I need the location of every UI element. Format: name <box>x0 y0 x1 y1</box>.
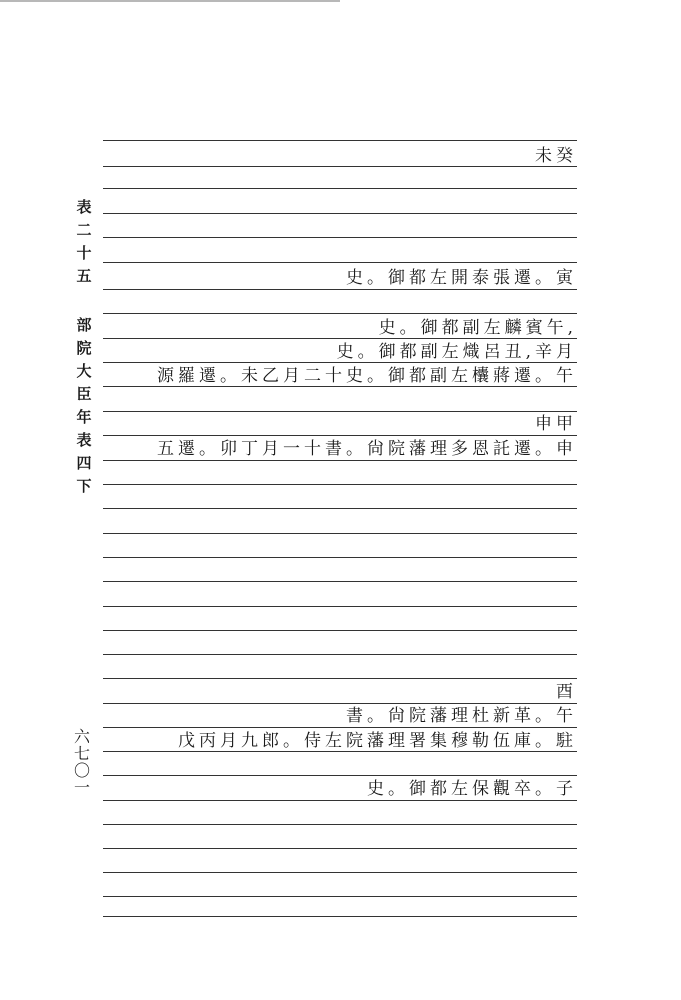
vertical-char: 五 <box>76 267 92 285</box>
rule-line <box>103 166 577 167</box>
rule-line <box>103 848 577 849</box>
vertical-char: 年 <box>76 408 92 426</box>
rule-line <box>103 237 577 238</box>
entry-row: 書。尙院藩理杜新革。午 <box>346 706 577 726</box>
vertical-char: 〇 <box>73 761 90 780</box>
rule-line <box>103 289 577 290</box>
rule-line <box>103 654 577 655</box>
rule-line <box>103 896 577 897</box>
vertical-char: 四 <box>76 454 92 472</box>
rule-line <box>103 460 577 461</box>
rule-line <box>103 213 577 214</box>
entry-row: 史。御都副左麟賓午, <box>378 318 577 338</box>
rule-line <box>103 916 577 917</box>
rule-line <box>103 411 577 412</box>
rule-line <box>103 435 577 436</box>
vertical-char: 臣 <box>76 385 92 403</box>
entry-row: 史。御都副左熾呂丑,辛月 <box>336 342 577 362</box>
vertical-char: 表 <box>76 431 92 449</box>
rule-line <box>103 140 577 141</box>
vertical-char: 一 <box>73 778 90 797</box>
vertical-char: 六 <box>73 727 90 746</box>
rule-line <box>103 508 577 509</box>
rule-line <box>103 188 577 189</box>
vertical-char: 部 <box>76 316 92 334</box>
rule-line <box>103 313 577 314</box>
entry-row: 史。御都左開泰張遷。寅 <box>346 268 577 288</box>
rule-line <box>103 386 577 387</box>
rule-line <box>103 362 577 363</box>
rule-line <box>103 872 577 873</box>
rule-line <box>103 338 577 339</box>
rule-line <box>103 678 577 679</box>
rule-line <box>103 533 577 534</box>
vertical-char: 表 <box>76 198 92 216</box>
vertical-char: 七 <box>73 744 90 763</box>
entry-row: 酉 <box>556 682 577 702</box>
rule-line <box>103 581 577 582</box>
rule-line <box>103 727 577 728</box>
rule-line <box>103 606 577 607</box>
vertical-char: 十 <box>76 244 92 262</box>
rule-line <box>103 824 577 825</box>
entry-row: 五遷。卯丁月一十書。尙院藩理多恩託遷。申 <box>157 439 577 459</box>
vertical-char: 院 <box>76 339 92 357</box>
entry-row: 源羅遷。未乙月二十史。御都副左欜蔣遷。午 <box>157 366 577 386</box>
rule-line <box>103 775 577 776</box>
entry-row: 史。御都左保觀卒。子 <box>367 779 577 799</box>
entry-row: 未癸 <box>535 146 577 166</box>
rule-line <box>103 800 577 801</box>
rule-line <box>103 751 577 752</box>
rule-line <box>103 484 577 485</box>
vertical-char: 下 <box>76 477 92 495</box>
vertical-char: 二 <box>76 221 92 239</box>
rule-line <box>103 262 577 263</box>
rule-line <box>103 630 577 631</box>
vertical-char: 大 <box>76 362 92 380</box>
rule-line <box>103 703 577 704</box>
entry-row: 戊丙月九郎。侍左院藩理署集穆勒伍庫。駐 <box>178 731 577 751</box>
rule-line <box>103 557 577 558</box>
entry-row: 申甲 <box>535 414 577 434</box>
